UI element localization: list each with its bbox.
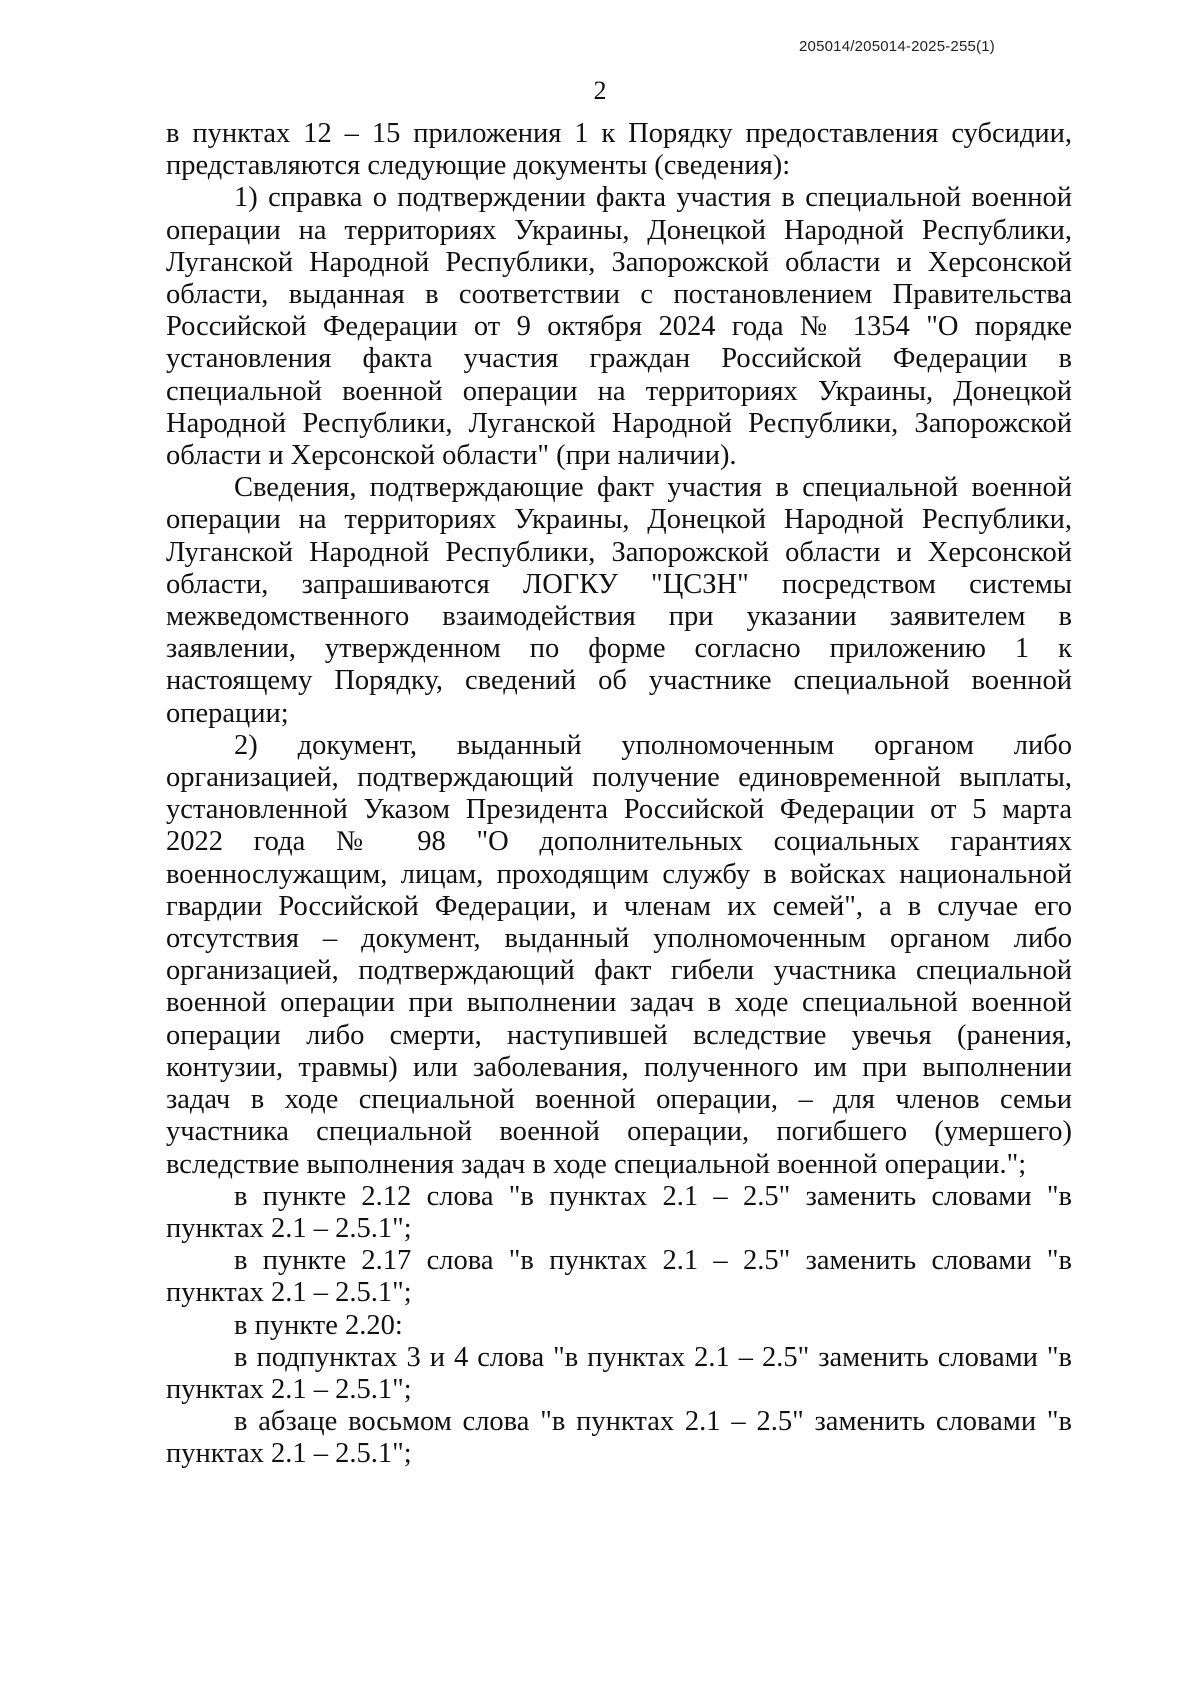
paragraph-amend-eighth: в абзаце восьмом слова "в пунктах 2.1 – 2.5" заменить словами "в пунктах 2.1 – 2.5.1";: [166, 1406, 1072, 1470]
document-registration-number: 205014/205014-2025-255(1): [799, 38, 995, 55]
paragraph-item-1: 1) справка о подтверждении факта участия в специальной военной операции на территориях Украины, Донецкой Народной Республики, Луганской Народной Республики, Запорожской области и Херсонской области, выданная в соответствии с постановлением Правительства Российской Федерации от 9 октября 2024 года № 1354 "О порядке установления факта участия граждан Российской Федерации в специальной военной операции на территориях Украины, Донецкой Народной Республики, Луганской Народной Республики, Запорожской области и Херсонской области" (при наличии).: [166, 182, 1072, 472]
paragraph-intro: в пунктах 12 – 15 приложения 1 к Порядку предоставления субсидии, представляются следующие документы (сведения):: [166, 118, 1072, 182]
document-body: [166, 118, 1072, 1471]
paragraph-svo-info: Сведения, подтверждающие факт участия в специальной военной операции на территориях Украины, Донецкой Народной Республики, Луганской Народной Республики, Запорожской области и Херсонской области, запрашиваются ЛОГКУ "ЦСЗН" посредством системы межведомственного взаимодействия при указании заявителем в заявлении, утвержденном по форме согласно приложению 1 к настоящему Порядку, сведений об участнике специальной военной операции;: [166, 472, 1072, 729]
paragraph-amend-2-17: в пункте 2.17 слова "в пунктах 2.1 – 2.5" заменить словами "в пунктах 2.1 – 2.5.1";: [166, 1245, 1072, 1309]
paragraph-amend-2-12: в пункте 2.12 слова "в пунктах 2.1 – 2.5" заменить словами "в пунктах 2.1 – 2.5.1";: [166, 1180, 1072, 1244]
paragraph-amend-2-20: в пункте 2.20:: [234, 1309, 403, 1341]
page-number: 2: [593, 76, 607, 105]
paragraph-item-2: 2) документ, выданный уполномоченным органом либо организацией, подтверждающий получение единовременной выплаты, установленной Указом Президента Российской Федерации от 5 марта 2022 года № 98 "О дополнительных социальных гарантиях военнослужащим, лицам, проходящим службу в войсках национальной гвардии Российской Федерации, и членам их семей", а в случае его отсутствия – документ, выданный уполномоченным органом либо организацией, подтверждающий факт гибели участника специальной военной операции при выполнении задач в ходе специальной военной операции либо смерти, наступившей вследствие увечья (ранения, контузии, травмы) или заболевания, полученного им при выполнении задач в ходе специальной военной операции, – для членов семьи участника специальной военной операции, погибшего (умершего) вследствие выполнения задач в ходе специальной военной операции.";: [166, 729, 1072, 1180]
paragraph-amend-subitems: в подпунктах 3 и 4 слова "в пунктах 2.1 – 2.5" заменить словами "в пунктах 2.1 – 2.5.1";: [166, 1341, 1072, 1405]
